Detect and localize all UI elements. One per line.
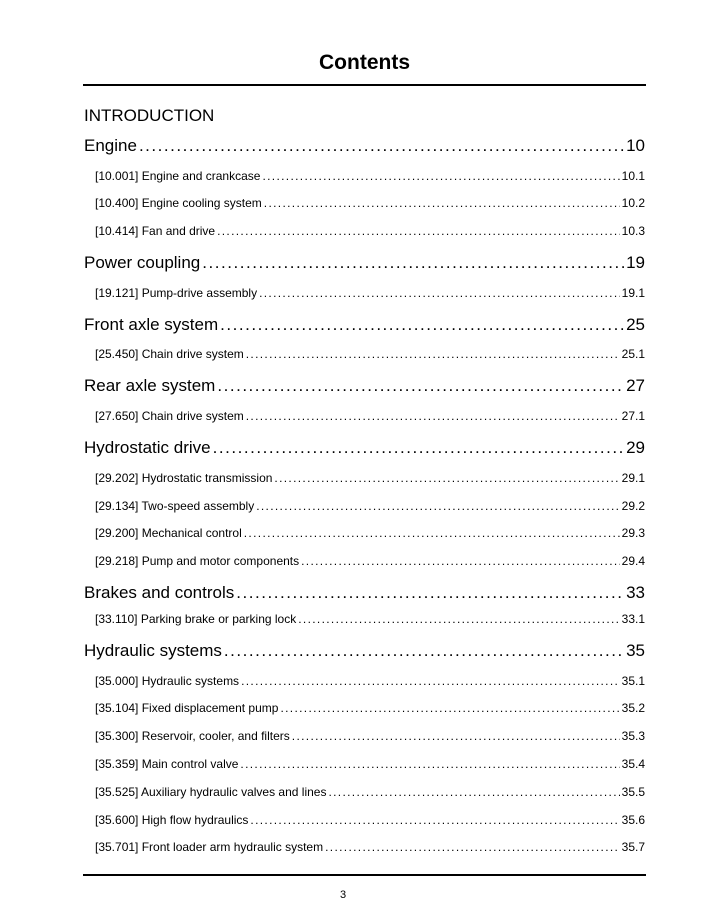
toc-subsection[interactable]: [27.650] Chain drive system . . . 27.1 [95, 409, 645, 423]
toc-subsection[interactable]: [25.450] Chain drive system . . . 25.1 [95, 347, 645, 361]
introduction-heading[interactable]: INTRODUCTION [84, 106, 215, 125]
toc-section[interactable]: Power coupling . . . 19 [84, 253, 645, 273]
toc-subsection[interactable]: [35.300] Reservoir, cooler, and filters . . . 35.3 [95, 729, 645, 743]
toc-subsection[interactable]: [35.701] Front loader arm hydraulic system . . . 35.7 [95, 840, 645, 854]
toc-subsection[interactable]: [29.218] Pump and motor components . . . 29.4 [95, 554, 645, 568]
bottom-rule [83, 874, 646, 876]
toc-subsection[interactable]: [33.110] Parking brake or parking lock . . . 33.1 [95, 612, 645, 626]
toc-subsection[interactable]: [35.104] Fixed displacement pump . . . 35.2 [95, 701, 645, 715]
toc-subsection[interactable]: [19.121] Pump-drive assembly . . . 19.1 [95, 286, 645, 300]
toc-section[interactable]: Front axle system . . . 25 [84, 315, 645, 335]
toc-subsection[interactable]: [29.202] Hydrostatic transmission . . . 29.1 [95, 471, 645, 485]
toc-section[interactable]: Rear axle system . . . 27 [84, 376, 645, 396]
toc-subsection[interactable]: [35.600] High flow hydraulics . . . 35.6 [95, 813, 645, 827]
top-rule [83, 84, 646, 86]
toc-section[interactable]: Brakes and controls . . . 33 [84, 583, 645, 603]
toc-section[interactable]: Engine . . . 10 [84, 136, 645, 156]
toc-subsection[interactable]: [10.414] Fan and drive . . . 10.3 [95, 224, 645, 238]
toc-subsection[interactable]: [29.200] Mechanical control . . . 29.3 [95, 526, 645, 540]
toc-section[interactable]: Hydrostatic drive . . . 29 [84, 438, 645, 458]
toc-subsection[interactable]: [35.359] Main control valve . . . 35.4 [95, 757, 645, 771]
page-title: Contents [319, 51, 410, 74]
toc-subsection[interactable]: [29.134] Two-speed assembly . . . 29.2 [95, 499, 645, 513]
toc-section[interactable]: Hydraulic systems . . . 35 [84, 641, 645, 661]
toc-subsection[interactable]: [10.400] Engine cooling system . . . 10.2 [95, 196, 645, 210]
page-number: 3 [339, 889, 347, 901]
toc-subsection[interactable]: [10.001] Engine and crankcase . . . 10.1 [95, 169, 645, 183]
toc-subsection[interactable]: [35.000] Hydraulic systems . . . 35.1 [95, 674, 645, 688]
toc-subsection[interactable]: [35.525] Auxiliary hydraulic valves and lines . . . 35.5 [95, 785, 645, 799]
